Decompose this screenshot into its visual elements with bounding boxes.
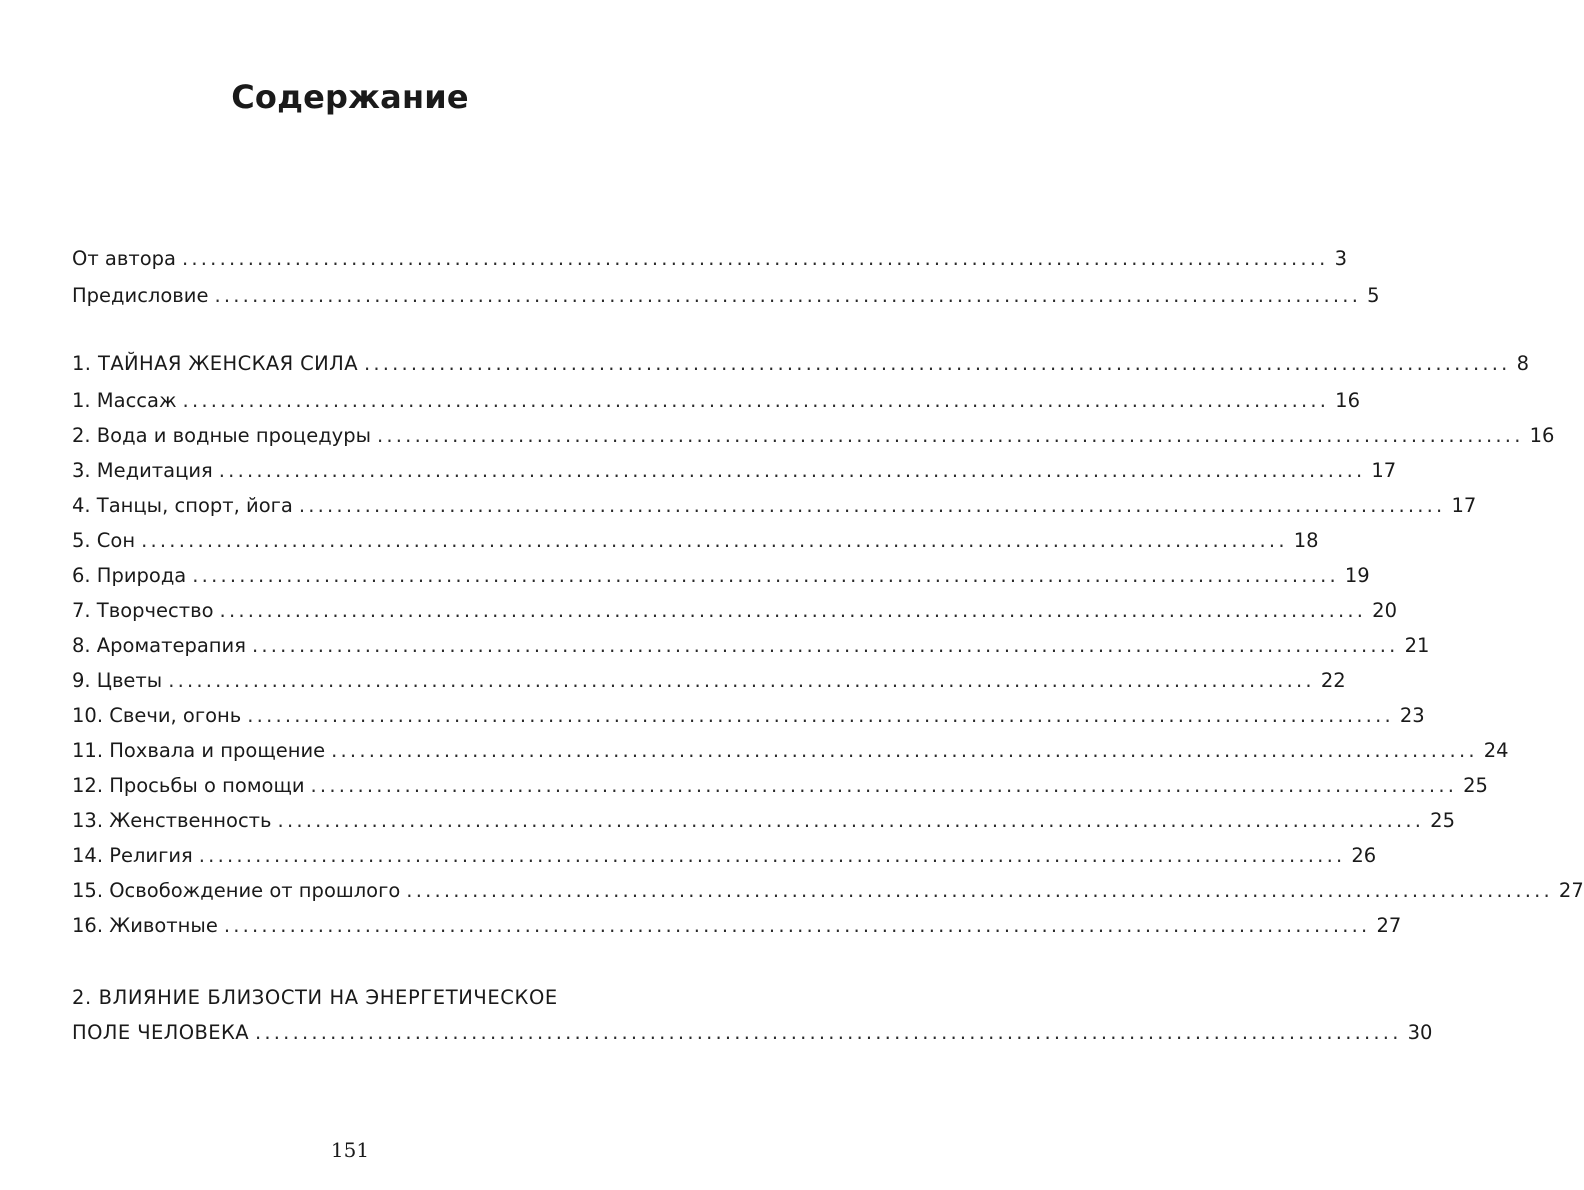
toc-entry-page: 19: [1344, 564, 1370, 587]
dot-leader: ..........................................................................................................................: [247, 704, 1394, 727]
dot-leader: ..........................................................................................................................: [141, 529, 1288, 552]
toc-entry-label: 8. Ароматерапия: [72, 634, 246, 657]
toc-entry[interactable]: [72, 494, 1477, 518]
dot-leader: ..........................................................................................................................: [251, 634, 1399, 657]
dot-leader: ..........................................................................................................................: [363, 352, 1511, 375]
toc-entry-label: 7. Творчество: [72, 599, 214, 622]
toc-entry-label: 14. Религия: [72, 844, 193, 867]
toc-entry-page: 3: [1334, 247, 1348, 270]
toc-entry-label: 9. Цветы: [72, 669, 163, 692]
dot-leader: ..........................................................................................................................: [214, 284, 1362, 307]
toc-entry-label: 15. Освобождение от прошлого: [72, 879, 401, 902]
toc-entry[interactable]: [72, 669, 1346, 693]
dot-leader: ..........................................................................................................................: [218, 459, 1366, 482]
toc-entry-page: 25: [1463, 774, 1488, 797]
toc-entry[interactable]: [72, 424, 1555, 448]
dot-leader: ..........................................................................................................................: [277, 809, 1425, 832]
dot-leader: ..........................................................................................................................: [331, 739, 1478, 762]
dot-leader: ..........................................................................................................................: [254, 1021, 1402, 1044]
toc-entry-page: 26: [1351, 844, 1377, 867]
toc-entry-label: 4. Танцы, спорт, йога: [72, 494, 293, 517]
toc-entry[interactable]: [72, 529, 1319, 553]
toc-entry[interactable]: [72, 739, 1509, 763]
dot-leader: ..........................................................................................................................: [182, 389, 1330, 412]
toc-entry-label: 12. Просьбы о помощи: [72, 774, 305, 797]
toc-chapter-2-line1[interactable]: 2. ВЛИЯНИЕ БЛИЗОСТИ НА ЭНЕРГЕТИЧЕСКОЕ: [72, 986, 558, 1009]
dot-leader: ..........................................................................................................................: [376, 424, 1524, 447]
dot-leader: ..........................................................................................................................: [298, 494, 1446, 517]
dot-leader: ..........................................................................................................................: [168, 669, 1315, 692]
table-of-contents: [72, 0, 1584, 1190]
toc-entry-label: 2. Вода и водные процедуры: [72, 424, 371, 447]
toc-entry-label: Предисловие: [72, 284, 209, 307]
toc-entry-page: 17: [1451, 494, 1477, 517]
toc-entry[interactable]: [72, 564, 1370, 588]
toc-entry[interactable]: [72, 879, 1584, 903]
toc-entry-label: 10. Свечи, огонь: [72, 704, 242, 727]
dot-leader: ..........................................................................................................................: [219, 599, 1367, 622]
toc-entry-page: 23: [1399, 704, 1425, 727]
toc-entry-page: 16: [1335, 389, 1360, 412]
toc-entry-page: 27: [1558, 879, 1584, 902]
toc-entry[interactable]: [72, 809, 1455, 833]
toc-chapter-label: 1. ТАЙНАЯ ЖЕНСКАЯ СИЛА: [72, 352, 358, 375]
toc-entry-from-author[interactable]: [72, 247, 1348, 271]
toc-entry-page: 20: [1372, 599, 1397, 622]
toc-entry-preface[interactable]: [72, 284, 1380, 308]
toc-entry[interactable]: [72, 459, 1397, 483]
toc-chapter-1[interactable]: [72, 352, 1529, 376]
dot-leader: ..........................................................................................................................: [406, 879, 1553, 902]
toc-entry-label: 16. Животные: [72, 914, 218, 937]
toc-chapter-label: ПОЛЕ ЧЕЛОВЕКА: [72, 1021, 249, 1044]
toc-entry[interactable]: [72, 774, 1488, 798]
toc-entry-page: 17: [1371, 459, 1397, 482]
toc-chapter-page: 30: [1407, 1021, 1433, 1044]
toc-entry-label: 1. Массаж: [72, 389, 177, 412]
toc-entry[interactable]: [72, 914, 1402, 938]
dot-leader: ..........................................................................................................................: [310, 774, 1458, 797]
dot-leader: ..........................................................................................................................: [181, 247, 1329, 270]
toc-entry[interactable]: [72, 634, 1430, 658]
toc-entry[interactable]: [72, 599, 1397, 623]
toc-entry-page: 25: [1430, 809, 1455, 832]
toc-entry-page: 16: [1529, 424, 1555, 447]
page-title: Содержание: [231, 78, 469, 116]
toc-entry-page: 21: [1404, 634, 1430, 657]
toc-entry-label: 6. Природа: [72, 564, 187, 587]
toc-entry-page: 24: [1483, 739, 1509, 762]
toc-chapter-page: 8: [1516, 352, 1529, 375]
toc-entry[interactable]: [72, 704, 1425, 728]
toc-entry-label: От автора: [72, 247, 176, 270]
toc-entry-page: 27: [1376, 914, 1402, 937]
page-number: 151: [330, 1138, 370, 1162]
toc-entry-label: 13. Женственность: [72, 809, 272, 832]
toc-entry-page: 22: [1320, 669, 1346, 692]
toc-chapter-2[interactable]: [72, 1021, 1433, 1045]
dot-leader: ..........................................................................................................................: [198, 844, 1346, 867]
dot-leader: ..........................................................................................................................: [192, 564, 1339, 587]
toc-entry[interactable]: [72, 389, 1360, 413]
toc-entry[interactable]: [72, 844, 1377, 868]
toc-entry-label: 11. Похвала и прощение: [72, 739, 326, 762]
toc-entry-page: 5: [1367, 284, 1380, 307]
toc-entry-label: 5. Сон: [72, 529, 136, 552]
toc-entry-page: 18: [1293, 529, 1319, 552]
dot-leader: ..........................................................................................................................: [223, 914, 1371, 937]
toc-entry-label: 3. Медитация: [72, 459, 213, 482]
